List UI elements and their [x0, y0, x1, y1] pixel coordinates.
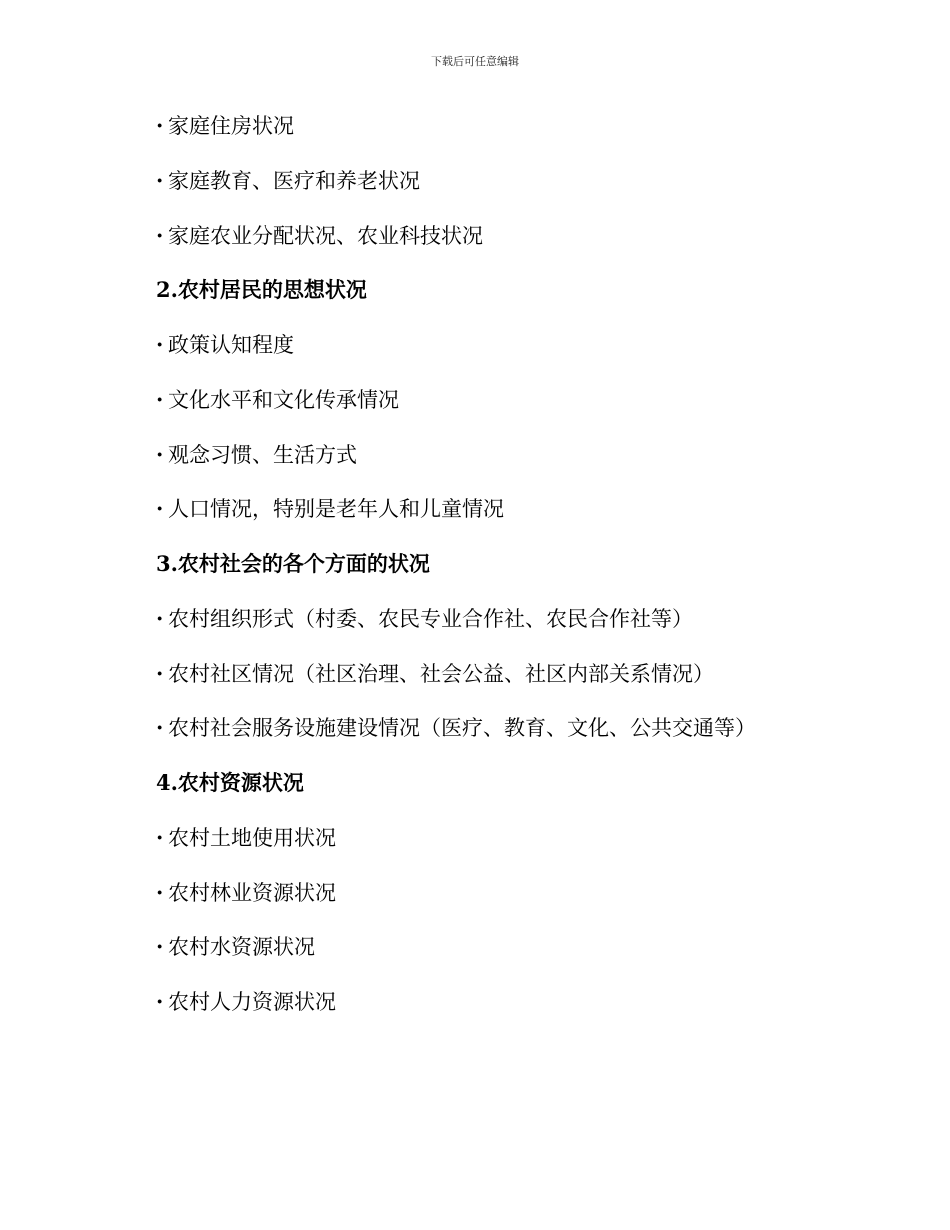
- section-heading: 2.农村居民的思想状况: [156, 277, 367, 303]
- list-item: [156, 328, 856, 383]
- list-item-text: 农村社会服务设施建设情况（医疗、教育、文化、公共交通等）: [168, 716, 756, 741]
- list-item-text: 人口情况，特别是老年人和儿童情况: [168, 497, 504, 522]
- list-item-text: 农村水资源状况: [168, 935, 315, 960]
- bullet-mark: ·: [156, 113, 164, 138]
- list-item: [156, 109, 856, 164]
- list-item: [156, 985, 856, 1040]
- list-item-text: 家庭住房状况: [168, 114, 294, 138]
- bullet-mark: ·: [156, 496, 164, 522]
- bullet-mark: ·: [156, 605, 164, 631]
- list-item-text: 农村组织形式（村委、农民专业合作社、农民合作社等）: [168, 606, 693, 631]
- bullet-mark: ·: [156, 824, 164, 850]
- list-item: [156, 821, 856, 876]
- bullet-mark: ·: [156, 332, 164, 357]
- list-item: [156, 657, 856, 712]
- bullet-mark: ·: [156, 715, 164, 741]
- list-item: [156, 164, 856, 219]
- list-item-text: 家庭教育、医疗和养老状况: [168, 168, 420, 193]
- section-heading: 3.农村社会的各个方面的状况: [156, 551, 430, 576]
- bullet-mark: ·: [156, 934, 164, 960]
- list-item: [156, 438, 856, 493]
- list-item-text: 文化水平和文化传承情况: [168, 387, 399, 412]
- bullet-mark: ·: [156, 660, 164, 686]
- page-header-note: 下载后可任意编辑: [431, 55, 519, 68]
- list-item: [156, 383, 856, 438]
- section-heading: 4.农村资源状况: [156, 770, 304, 795]
- bullet-mark: ·: [156, 222, 164, 248]
- document-body: [156, 109, 856, 1040]
- bullet-mark: ·: [156, 441, 164, 467]
- list-item: [156, 930, 856, 985]
- list-item-text: 家庭农业分配状况、农业科技状况: [168, 223, 483, 248]
- list-item-text: 观念习惯、生活方式: [168, 442, 357, 467]
- list-item-text: 政策认知程度: [168, 333, 294, 357]
- bullet-mark: ·: [156, 989, 164, 1014]
- list-item-text: 农村林业资源状况: [168, 880, 336, 905]
- list-item-text: 农村社区情况（社区治理、社会公益、社区内部关系情况）: [168, 661, 714, 686]
- list-item: [156, 876, 856, 931]
- bullet-mark: ·: [156, 879, 164, 905]
- list-item: [156, 602, 856, 657]
- list-item-text: 农村人力资源状况: [168, 990, 336, 1014]
- list-item: [156, 711, 856, 766]
- list-item: [156, 492, 856, 547]
- list-item: [156, 219, 856, 274]
- bullet-mark: ·: [156, 167, 164, 193]
- bullet-mark: ·: [156, 386, 164, 412]
- list-item-text: 农村土地使用状况: [168, 825, 336, 850]
